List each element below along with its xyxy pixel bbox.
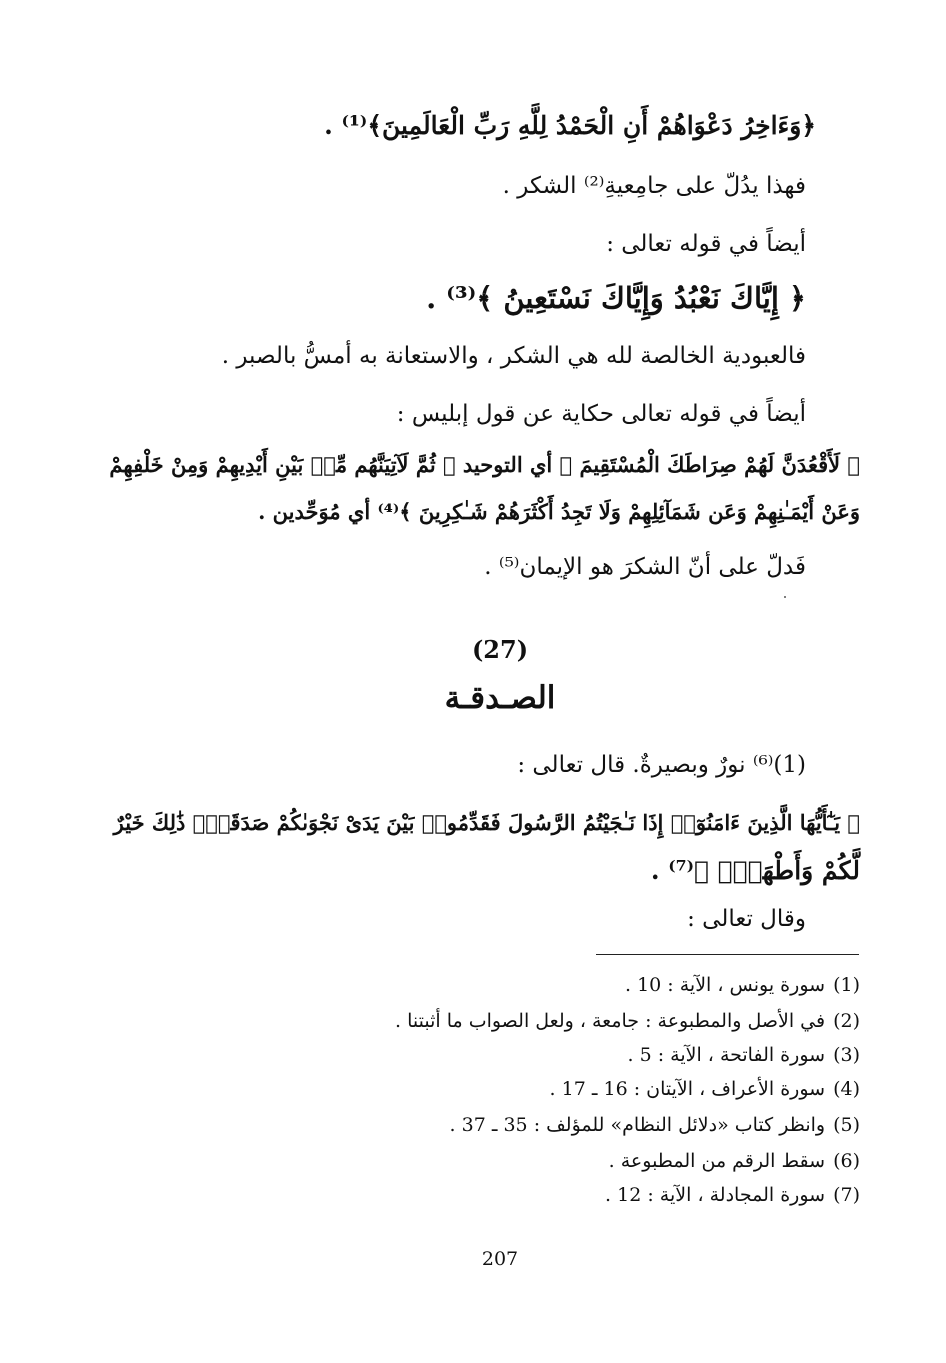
quran-verse-line: لَّكُمْ وَأَطْهَرُۚ ﴾⁽⁷⁾ . <box>650 856 860 885</box>
footnote-separator <box>596 954 859 955</box>
footnote-7 <box>605 1186 860 1205</box>
footnote-text: سقط الرقم من المطبوعة . <box>608 1150 826 1172</box>
section-number: (27) <box>471 635 529 664</box>
paragraph-line: فهذا يدُلّ على جامِعيةِ⁽²⁾ الشكر . <box>502 173 806 199</box>
paragraph-line: أيضاً في قوله تعالى حكاية عن قول إبليس : <box>396 401 806 427</box>
footnote-text: سورة الفاتحة ، الآية : 5 . <box>627 1044 826 1066</box>
footnote-text: وانظر كتاب «دلائل النظام» للمؤلف : 35 ـ 37 . <box>449 1114 826 1136</box>
footnote-5 <box>450 1116 860 1135</box>
footnote-text: في الأصل والمطبوعة : جامعة ، ولعل الصواب ما أثبتنا . <box>395 1010 826 1032</box>
footnote-number: (4) <box>833 1078 860 1100</box>
footnote-2 <box>395 1012 860 1031</box>
quran-verse-line: وَعَنْ أَيْمَـٰنِهِمْ وَعَن شَمَآئِلِهِمْ وَلَا تَجِدُ أَكْثَرَهُمْ شَـٰكِرِينَ ﴾⁽⁴⁾ أي مُوَحِّدين . <box>258 499 860 524</box>
footnote-number: (6) <box>833 1150 860 1172</box>
footnote-text: سورة المجادلة ، الآية : 12 . <box>605 1184 826 1206</box>
paragraph-line: فالعبودية الخالصة لله هي الشكر ، والاستعانة به أمسُّ بالصبر . <box>221 343 806 369</box>
footnote-1 <box>625 976 860 995</box>
stray-mark <box>784 596 786 598</box>
quran-verse-line: ﴿ يَـٰٓأَيُّهَا الَّذِينَ ءَامَنُوٓا۟ إِذَا نَـٰجَيْتُمُ الرَّسُولَ فَقَدِّمُوا۟ بَيْنَ يَدَىْ نَجْوَىٰكُمْ صَدَقَةًۚ ذَٰلِكَ خَيْرٌ <box>113 810 860 835</box>
paragraph-line: (1)⁽⁶⁾ نورٌ وبصيرةٌ. قال تعالى : <box>517 752 806 778</box>
section-title: الصـدقـة <box>444 680 556 716</box>
paragraph-line: وقال تعالى : <box>687 906 806 932</box>
quran-verse-line: ﴿ إِيَّاكَ نَعْبُدُ وَإِيَّاكَ نَسْتَعِينُ ﴾⁽³⁾ . <box>426 281 806 315</box>
footnote-number: (7) <box>833 1184 860 1206</box>
quran-verse-line: ﴿وَءَاخِرُ دَعْوَاهُمْ أَنِ الْحَمْدُ لِلَّهِ رَبِّ الْعَالَمِينَ﴾⁽¹⁾ . <box>324 111 816 140</box>
paragraph-line: فَدلّ على أنّ الشكرَ هو الإيمان⁽⁵⁾ . <box>484 554 806 580</box>
footnote-3 <box>627 1046 860 1065</box>
footnote-number: (1) <box>833 974 860 996</box>
footnote-number: (3) <box>833 1044 860 1066</box>
footnote-6 <box>609 1152 860 1171</box>
footnote-text: سورة يونس ، الآية : 10 . <box>624 974 826 996</box>
paragraph-line: أيضاً في قوله تعالى : <box>606 231 806 257</box>
footnote-number: (2) <box>833 1010 860 1032</box>
page-number: 207 <box>481 1248 519 1270</box>
footnote-4 <box>550 1080 860 1099</box>
footnote-text: سورة الأعراف ، الآيتان : 16 ـ 17 . <box>549 1078 826 1100</box>
footnote-number: (5) <box>833 1114 860 1136</box>
quran-verse-line: ﴿ لَأَقْعُدَنَّ لَهُمْ صِرَاطَكَ الْمُسْتَقِيمَ ﴾ أي التوحيد ﴿ ثُمَّ لَآتِيَنَّهُم مِّنۢ بَيْنِ أَيْدِيهِمْ وَمِنْ خَلْفِهِمْ <box>109 452 860 477</box>
